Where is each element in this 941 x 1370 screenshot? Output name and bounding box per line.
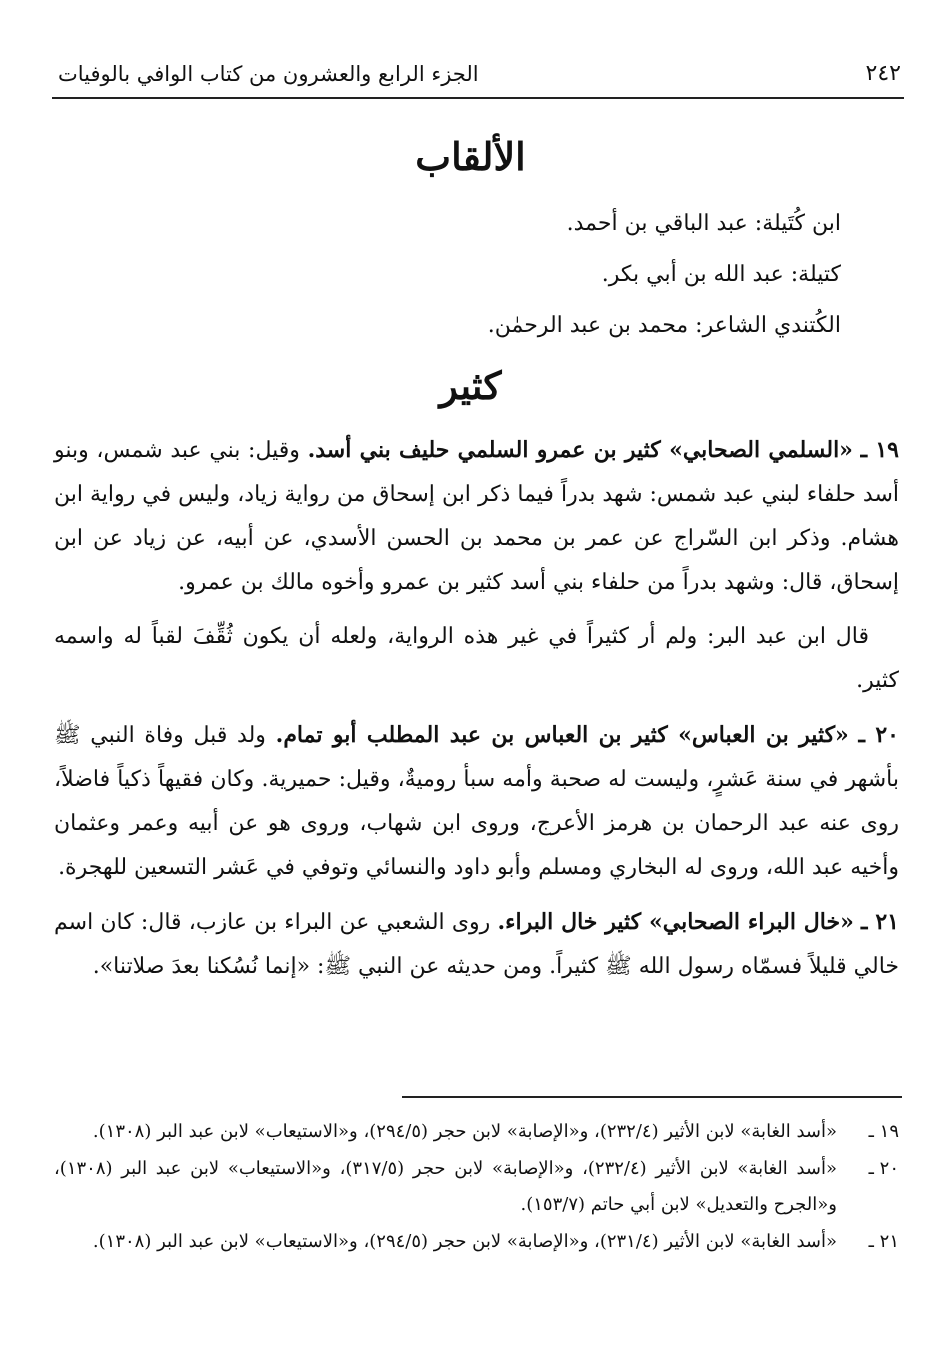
entry-21 <box>54 900 899 989</box>
footnote <box>54 1224 899 1260</box>
entry-19-continuation: قال ابن عبد البر: ولم أر كثيراً في غير هذه الرواية، ولعله أن يكون ثُقِّفَ لقباً له واسمه كثير. <box>54 624 899 693</box>
footnote-number: ٢١ ـ <box>868 1231 899 1252</box>
section-title-kathir: كثير <box>439 363 502 408</box>
entry-number: ٢١ ـ <box>861 909 899 935</box>
entry-number: ٢٠ ـ <box>858 722 899 748</box>
footnote-divider <box>402 1096 902 1098</box>
footnote-text: «أسد الغابة» لابن الأثير (٢٣٢/٤)، و«الإصابة» لابن حجر (٣١٧/٥)، و«الاستيعاب» لابن عبد البر (١٣٠٨)، و«الجرح والتعديل» لابن أبي حاتم (١٥٣/٧). <box>54 1158 838 1215</box>
entry-heading: «كثير بن العباس» كثير بن العباس بن عبد المطلب أبو تمام. <box>275 722 849 748</box>
alqab-entry: الكُتندي الشاعر: محمد بن عبد الرحمٰن. <box>487 313 841 338</box>
main-text <box>54 428 899 999</box>
book-title: الجزء الرابع والعشرون من كتاب الوافي بالوفيات <box>58 62 479 86</box>
footnote <box>54 1114 899 1150</box>
section-title-alqab: الألقاب <box>415 134 526 179</box>
footnote-text: «أسد الغابة» لابن الأثير (٢٣١/٤)، و«الإصابة» لابن حجر (٢٩٤/٥)، و«الاستيعاب» لابن عبد البر (١٣٠٨). <box>92 1231 837 1252</box>
entry-heading: «السلمي الصحابي» كثير بن عمرو السلمي حليف بني أسد. <box>307 437 853 463</box>
entry-text: روى الشعبي عن البراء بن عازب، قال: كان اسم خالي قليلاً فسمّاه رسول الله ﷺ كثيراً. ومن حديثه عن النبي ﷺ: «إنما نُسُكنا بعدَ صلاتنا». <box>54 910 899 979</box>
footnote-number: ١٩ ـ <box>868 1121 899 1142</box>
entry-text: وقيل: بني عبد شمس، وبنو أسد حلفاء لبني عبد شمس: شهد بدراً فيما ذكر ابن إسحاق من رواية زياد، وليس في رواية ابن هشام. وذكر ابن السّراج عن عمر بن محمد بن الحسن الأسدي، عن أبيه، عن زياد عن ابن إسحاق، قال: وشهد بدراً من حلفاء بني أسد كثير بن عمرو وأخوه مالك بن عمرو. <box>54 438 899 595</box>
running-header <box>58 54 901 94</box>
alqab-list <box>100 198 841 351</box>
alqab-entry: كتيلة: عبد الله بن أبي بكر. <box>601 262 841 287</box>
entry-text: ولد قبل وفاة النبي ﷺ بأشهر في سنة عَشرٍ، وليست له صحبة وأمه سبأ روميةٌ، وقيل: حميرية. وكان فقيهاً ذكياً فاضلاً، روى عنه عبد الرحمان بن هرمز الأعرج، وروى ابن شهاب، وروى هو عن أبيه وعمر وعثمان وأخيه عبد الله، وروى له البخاري ومسلم وأبو داود والنسائي وتوفي في عَشر التسعين للهجرة. <box>54 723 899 880</box>
footnote-number: ٢٠ ـ <box>868 1158 899 1179</box>
entry-20 <box>54 713 899 890</box>
entry-number: ١٩ ـ <box>860 437 899 463</box>
footnote-text: «أسد الغابة» لابن الأثير (٢٣٢/٤)، و«الإصابة» لابن حجر (٢٩٤/٥)، و«الاستيعاب» لابن عبد البر (١٣٠٨). <box>92 1121 837 1142</box>
entry-heading: «خال البراء الصحابي» كثير خال البراء. <box>497 909 854 935</box>
footnotes <box>54 1114 899 1261</box>
entry-19 <box>54 428 899 605</box>
alqab-entry: ابن كُتَيلة: عبد الباقي بن أحمد. <box>566 211 841 236</box>
header-divider <box>52 97 904 99</box>
page-number: ٢٤٢ <box>865 61 901 86</box>
footnote <box>54 1151 899 1223</box>
